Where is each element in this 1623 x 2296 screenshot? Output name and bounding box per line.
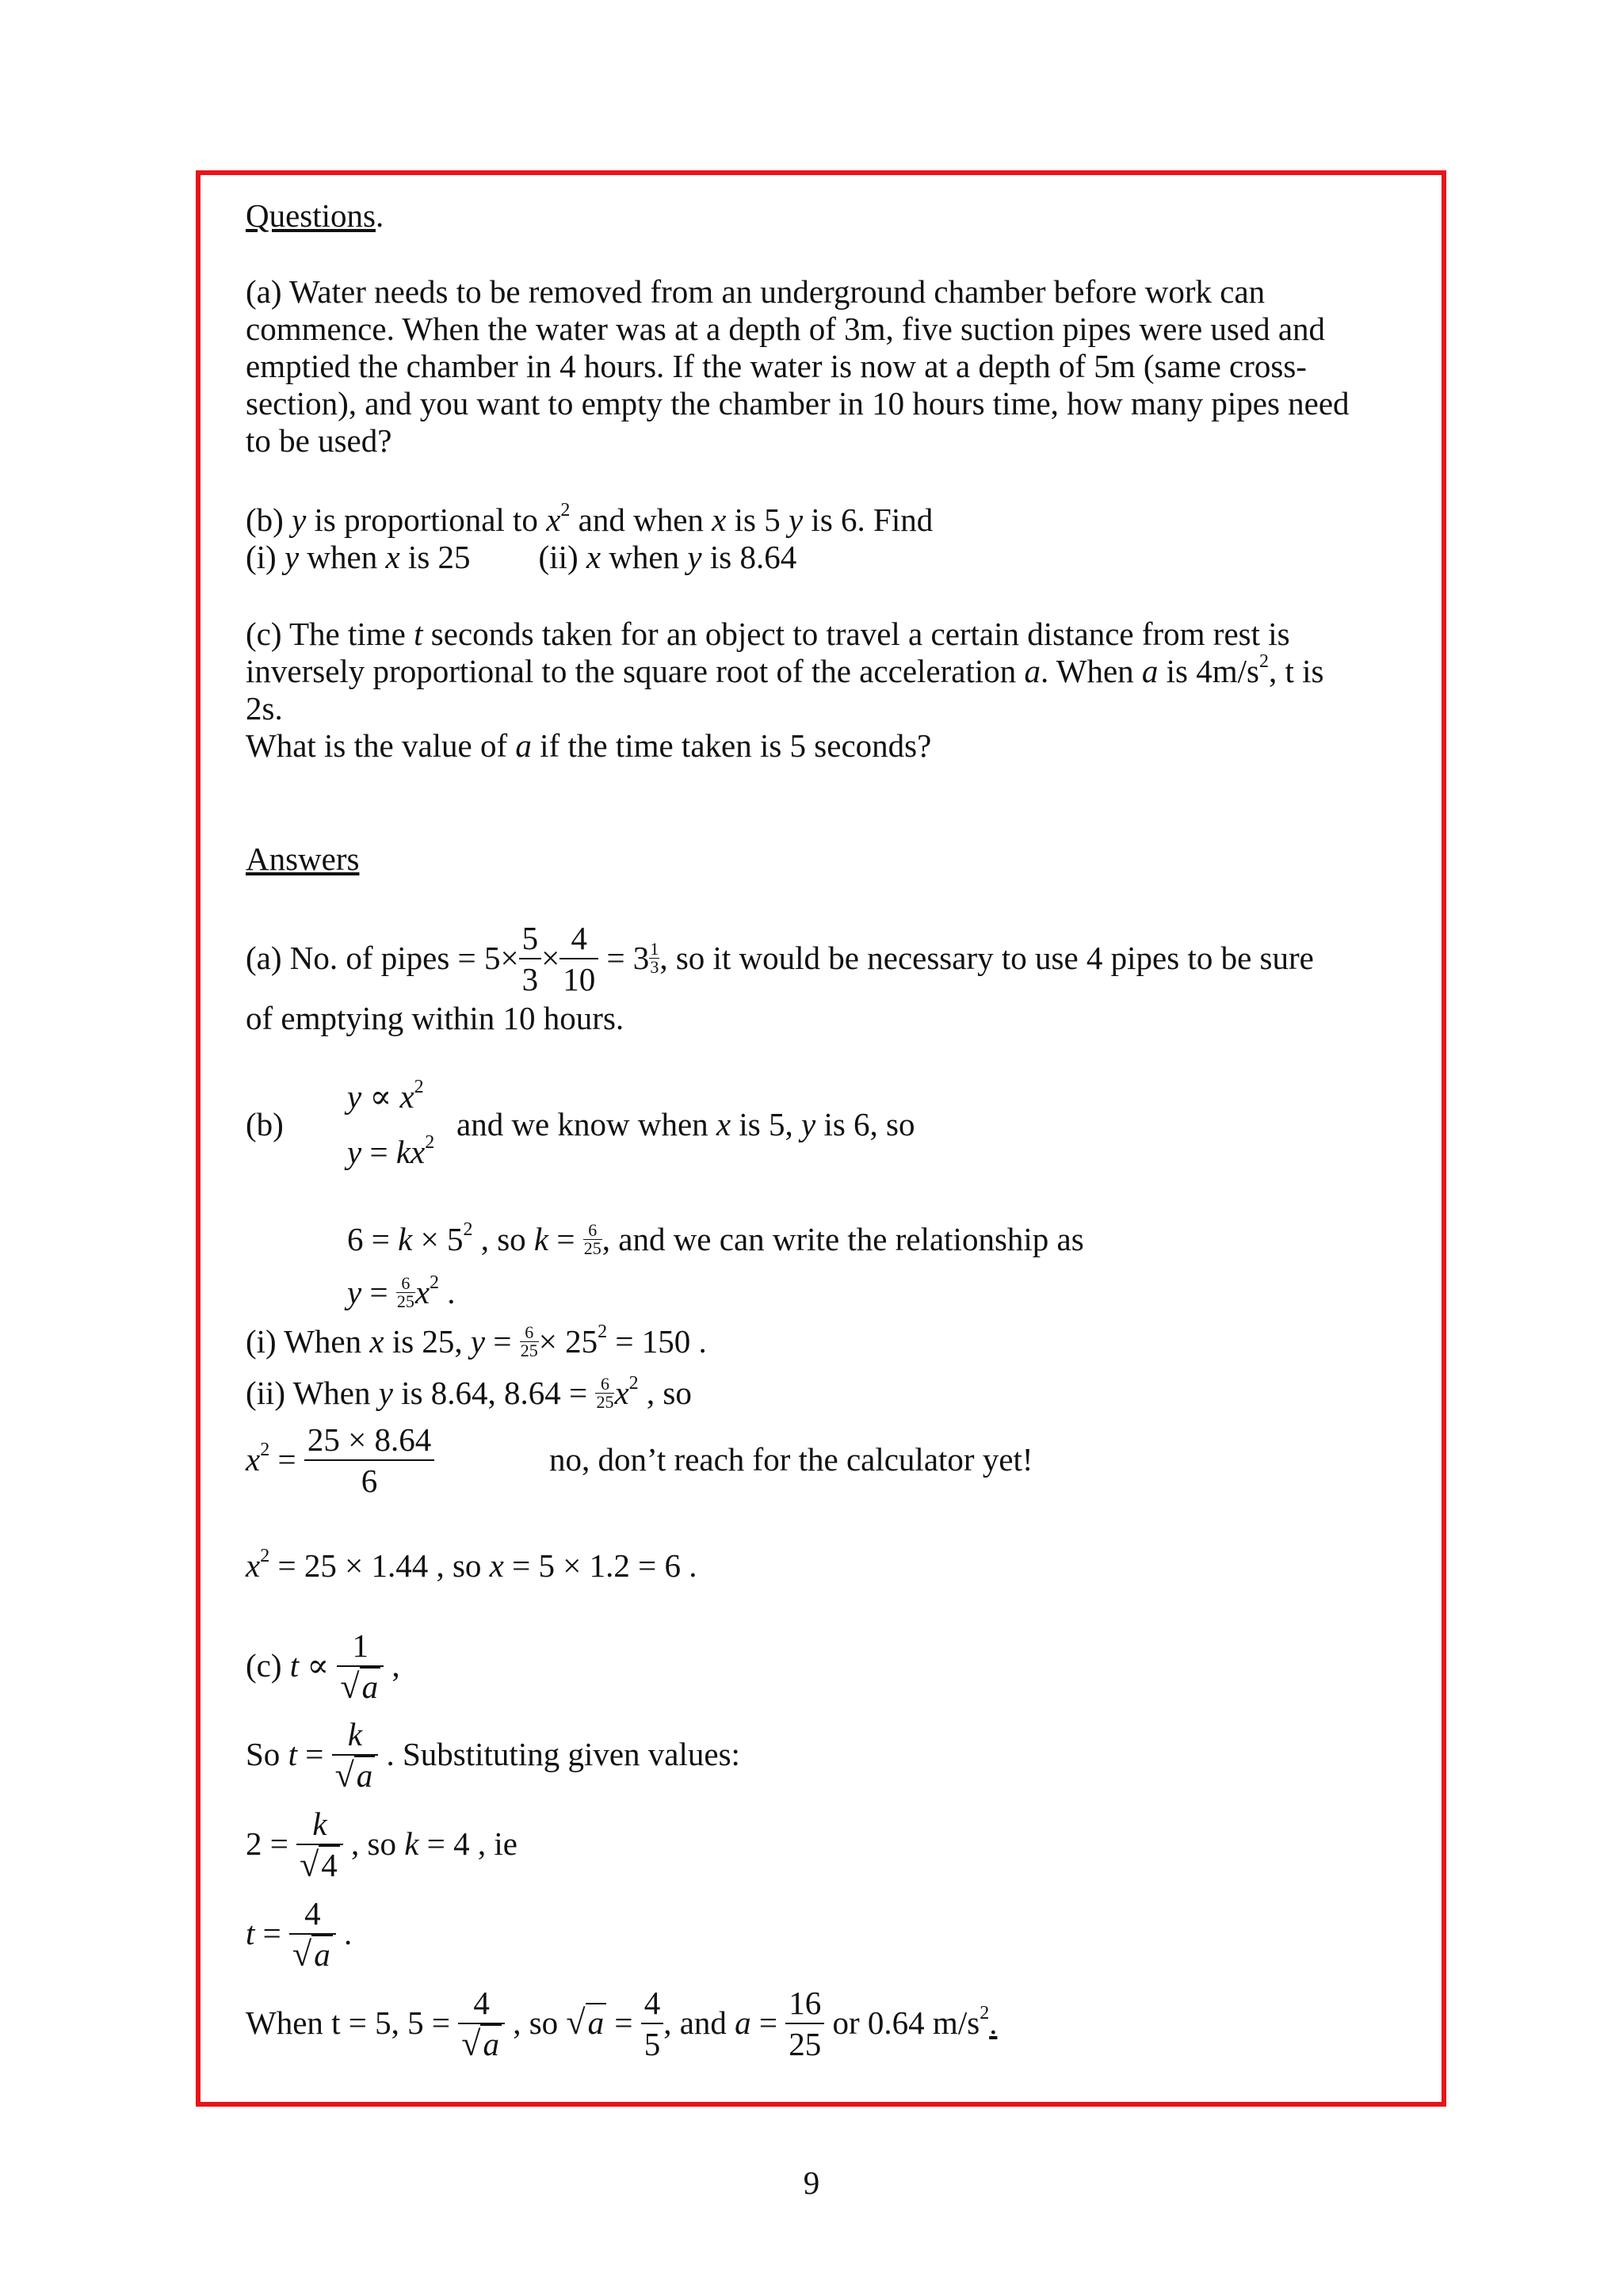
question-c-line-3: 2s.	[246, 690, 283, 727]
question-b-line-2: (i) y when x is 25 (ii) x when y is 8.64	[246, 539, 797, 575]
square-root-symbol: √	[340, 1666, 360, 1706]
fraction-4-5: $\frac{4}{5}$	[641, 1983, 664, 2064]
answer-a-line-2: of emptying within 10 hours.	[246, 1000, 624, 1036]
page-number: 9	[803, 2164, 820, 2201]
question-a-line-2: commence. When the water was at a depth of 3m, five suction pipes were used and	[246, 311, 1326, 347]
answer-c-find-k: 2 = $\frac{k}{√4}$ , so k = 4 , ie	[246, 1805, 517, 1884]
fraction-5-3: $\frac{5}{3}$	[519, 918, 542, 999]
question-a-line-4: section), and you want to empty the chamber in 10 hours time, how many pipes need	[246, 385, 1350, 421]
question-c-line-4: What is the value of a if the time taken is 5 seconds?	[246, 727, 932, 764]
question-c-line-1: (c) The time t seconds taken for an object to travel a certain distance from rest is	[246, 616, 1290, 652]
fraction-6-25: $\frac{6}{25}$	[520, 1322, 538, 1361]
questions-heading: Questions.	[246, 197, 384, 234]
fraction-4-over-root-a: $\frac{4}{√a}$	[289, 1894, 336, 1974]
answer-b-solution-x: $x^2 = 25 \times 1.44$ , so x = 5 × 1.2 = 6 .	[246, 1546, 697, 1584]
question-a-line-5: to be used?	[246, 422, 392, 459]
fraction-6-25: $\frac{6}{25}$	[396, 1273, 414, 1312]
square-root-symbol: √	[292, 1934, 312, 1974]
square-root-symbol: √	[334, 1755, 354, 1794]
answer-b-equation: $y = kx^2$	[347, 1132, 435, 1170]
answers-heading: Answers	[246, 841, 360, 877]
answer-c-equation: So t = $\frac{k}{√a}$ . Substituting given values:	[246, 1715, 740, 1794]
fraction-6-25: $\frac{6}{25}$	[596, 1374, 614, 1413]
calculator-note: no, don’t reach for the calculator yet!	[549, 1441, 1033, 1478]
fraction-4-10: $\frac{4}{10}$	[559, 918, 598, 999]
answer-a-line-1: (a) No. of pipes = 5× $\frac{5}{3}$ × $\frac{4}{10}$ = 3 $\frac{1}{3}$ , so it would be necessary to use 4 pipes to be sure	[246, 919, 1314, 997]
answer-b-label: (b)	[246, 1106, 284, 1142]
answer-c-result: When t = 5, 5 = $\frac{4}{√a}$ , so √a = $\frac{4}{5}$ , and a = $\frac{16}{25}$ or 0.64 $m/s^2$.	[246, 1984, 998, 2063]
question-c-line-2: inversely proportional to the square root of the acceleration a. When a is $4m/s^2$, t is	[246, 651, 1324, 689]
fraction-25x8-64-over-6: $\frac{25 \times 8.64}{6}$	[304, 1420, 434, 1501]
answer-b-relationship: y = $\frac{6}{25}$ $x^2$ .	[347, 1272, 456, 1312]
fraction-6-25: $\frac{6}{25}$	[583, 1220, 601, 1259]
answer-b-part-ii: (ii) When y is 8.64, 8.64 = $\frac{6}{25}$ $x^2$ , so	[246, 1373, 692, 1413]
question-b-line-1: (b) y is proportional to $x^2$ and when x is 5 y is 6. Find	[246, 500, 934, 538]
question-a-line-3: emptied the chamber in 4 hours. If the water is now at a depth of 5m (same cross-	[246, 348, 1307, 384]
answer-b-part-i: (i) When x is 25, y = $\frac{6}{25}$ × $25^2 = 150$ .	[246, 1322, 707, 1361]
answer-c-proportion: (c) t ∝ $\frac{1}{√a}$ ,	[246, 1627, 400, 1706]
fraction-k-over-root-4: $\frac{k}{√4}$	[296, 1804, 343, 1885]
fraction-4-over-root-a: $\frac{4}{√a}$	[458, 1983, 505, 2064]
fraction-1-over-root-a: $\frac{1}{√a}$	[337, 1626, 384, 1707]
answer-c-formula: t = $\frac{4}{√a}$ .	[246, 1894, 353, 1974]
mixed-fraction-one-third: $\frac{1}{3}$	[650, 939, 659, 978]
fraction-k-over-root-a: $\frac{k}{√a}$	[332, 1714, 379, 1795]
square-root-symbol: √	[461, 2023, 481, 2063]
answer-b-find-k: $6 = k \times 5^2$ , so k = $\frac{6}{25}$ , and we can write the relationship as	[347, 1219, 1084, 1259]
square-root-symbol: √	[300, 1844, 319, 1884]
answer-b-known-values: and we know when x is 5, y is 6, so	[456, 1106, 915, 1142]
fraction-16-25: $\frac{16}{25}$	[785, 1983, 824, 2064]
answer-b-x-squared-fraction: $x^2$ = $\frac{25 \times 8.64}{6}$	[246, 1420, 434, 1499]
question-a-line-1: (a) Water needs to be removed from an underground chamber before work can	[246, 273, 1266, 310]
answer-b-proportion: $y \propto x^2$	[347, 1077, 424, 1115]
square-root-symbol: √	[566, 2003, 586, 2042]
